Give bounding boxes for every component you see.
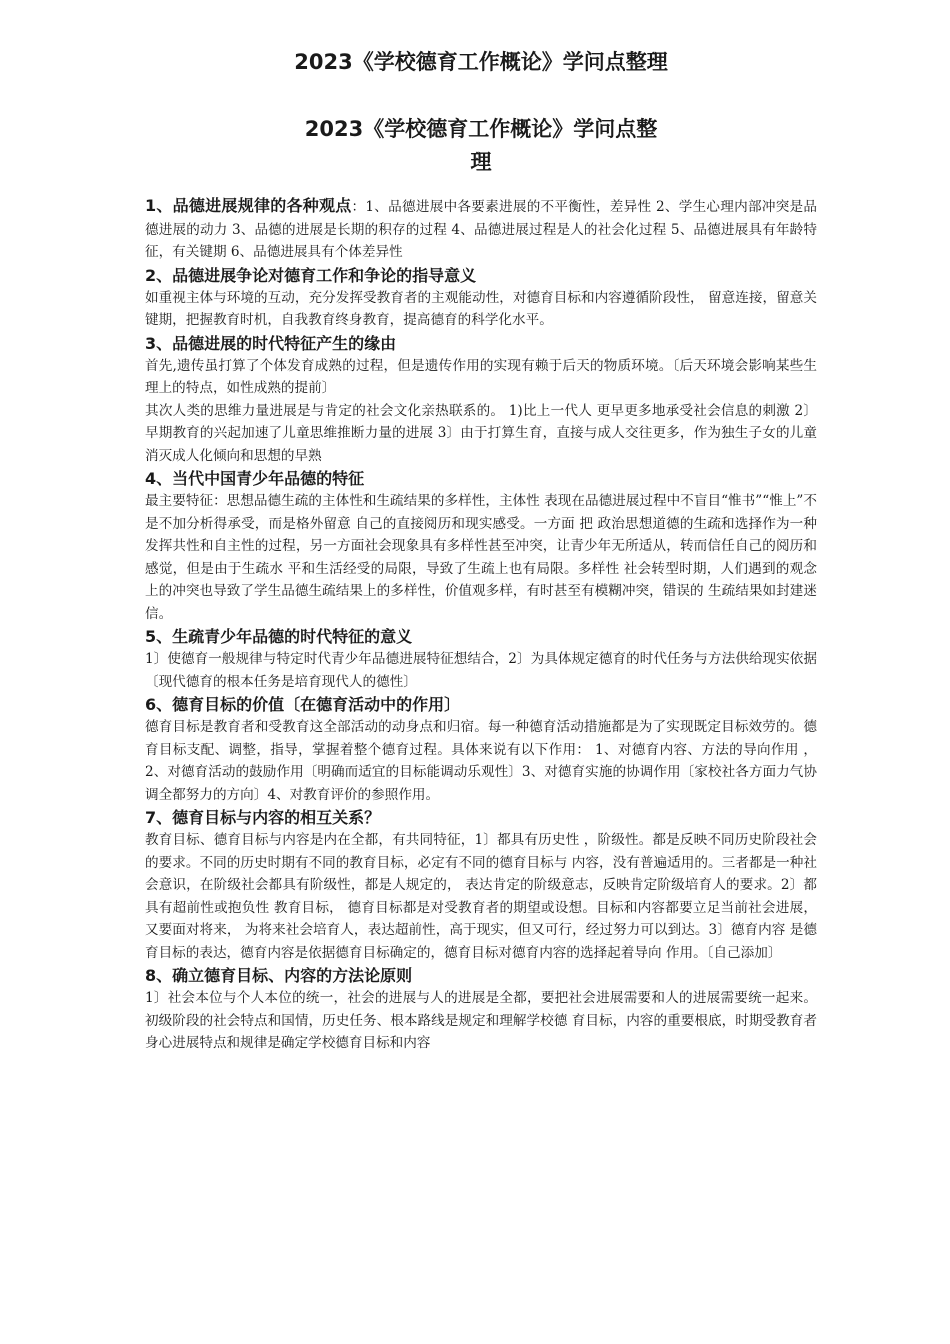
- document-page: [145, 0, 817, 1056]
- section-heading: 5、生疏青少年品德的时代特征的意义: [145, 627, 413, 646]
- section-heading: 3、品德进展的时代特征产生的缘由: [145, 333, 397, 353]
- section-heading: 8、确立德育目标、内容的方法论原则: [145, 966, 413, 985]
- section-8: [145, 965, 817, 1055]
- section-heading: 2、品德进展争论对德育工作和争论的指导意义: [145, 265, 477, 285]
- document-title: 2023《学校德育工作概论》学问点整理: [294, 50, 668, 74]
- section-paragraph: 教育目标、德育目标与内容是内在全都，有共同特征，1〕都具有历史性 ，阶级性。都是反映不同历史阶段社会的要求。不同的历史时期有不同的教育目标，必定有不同的德育目标与 内容，没有普遍适用的。三者都是一种社会意识，在阶级社会都具有阶级性，都是人规定的， 表达肯定的阶级意志，反映肯定阶级培育人的要求。2〕都具有超前性或抱负性 教育目标， 德育目标都是对受教育者的期望或设想。目标和内容都要立足当前社会进展，又要面对将来， 为将来社会培育人，表达超前性，高于现实，但又可行，经过努力可以到达。3〕德育内容 是德育目标的表达，德育内容是依据德育目标确定的，德育目标对德育内容的选择起着导向 作用。〔自己添加〕: [145, 832, 817, 961]
- section-heading: 6、德育目标的价值〔在德育活动中的作用〕: [145, 695, 461, 714]
- section-paragraph: 最主要特征：思想品德生疏的主体性和生疏结果的多样性，主体性 表现在品德进展过程中不盲目“惟书”“惟上”不是不加分析得承受，而是格外留意 自己的直接阅历和现实感受。一方面 把 政治思想道德的生疏和选择作为一种发挥共性和自主性的过程，另一方面社会现象具有多样性甚至冲突，让青少年无所适从，转而信任自己的阅历和感觉，但是由于生疏水 平和生活经受的局限，导致了生疏上也有局限。多样性 社会转型时期，人们遇到的观念上的冲突也导致了学生品德生疏结果上的多样性，价值观多样，有时甚至有模糊冲突，错误的 生疏结果如封建迷信。: [145, 493, 817, 622]
- section-3: [145, 333, 817, 468]
- section-2: [145, 265, 817, 332]
- section-5: [145, 626, 817, 693]
- section-6: [145, 694, 817, 806]
- section-text: ：1、品德进展中各要素进展的不平衡性，差异性 2、学生心理内部冲突是品德进展的动力 3、品德的进展是长期的积存的过程 4、品德进展过程是人的社会化过程 5、品德进展具有年龄特征，有关键期 6、品德进展具有个体差异性: [145, 199, 817, 260]
- section-heading: 4、当代中国青少年品德的特征: [145, 469, 365, 488]
- section-4: [145, 468, 817, 625]
- section-heading: 7、德育目标与内容的相互关系？: [145, 808, 381, 827]
- section-heading: 1、品德进展规律的各种观点: [145, 196, 352, 215]
- section-paragraph: 德育目标是教育者和受教育这全部活动的动身点和归宿。每一种德育活动措施都是为了实现既定目标效劳的。德育目标支配、调整，指导，掌握着整个德育过程。具体来说有以下作用： 1、对德育内容、方法的导向作用 ， 2、对德育活动的鼓励作用〔明确而适宜的目标能调动乐观性〕3、对德育实施的协调作用〔家校社各方面力气协调全都努力的方向〕4、对教育评价的参照作用。: [145, 719, 817, 803]
- section-1: [145, 195, 817, 264]
- section-paragraph: [145, 195, 817, 264]
- section-paragraph: 1〕使德育一般规律与特定时代青少年品德进展特征想结合，2〕为具体规定德育的时代任务与方法供给现实依据〔现代德育的根本任务是培育现代人的德性〕: [145, 651, 817, 690]
- document-subtitle: 2023《学校德育工作概论》学问点整理: [304, 117, 658, 174]
- sections-container: [145, 195, 817, 1055]
- section-paragraph: 如重视主体与环境的互动，充分发挥受教育者的主观能动性，对德育目标和内容遵循阶段性， 留意连接，留意关键期，把握教育时机，自我教育终身教育，提高德育的科学化水平。: [145, 289, 817, 328]
- section-paragraph: 1〕社会本位与个人本位的统一，社会的进展与人的进展是全都，要把社会进展需要和人的进展需要统一起来。初级阶段的社会特点和国情，历史任务、根本路线是规定和理解学校德 育目标，内容的重要根底，时期受教育者身心进展特点和规律是确定学校德育目标和内容: [145, 990, 817, 1051]
- section-paragraph: 其次人类的思维力量进展是与肯定的社会文化亲热联系的。 1)比上一代人 更早更多地承受社会信息的刺激 2〕早期教育的兴起加速了儿童思维推断力量的进展 3〕由于打算生育，直接与成人交往更多，作为独生子女的儿童消灭成人化倾向和思想的早熟: [145, 402, 817, 464]
- section-paragraph: 首先,遗传虽打算了个体发育成熟的过程，但是遗传作用的实现有赖于后天的物质环境。〔后天环境会影响某些生理上的特点，如性成熟的提前〕: [145, 357, 817, 396]
- section-7: [145, 807, 817, 964]
